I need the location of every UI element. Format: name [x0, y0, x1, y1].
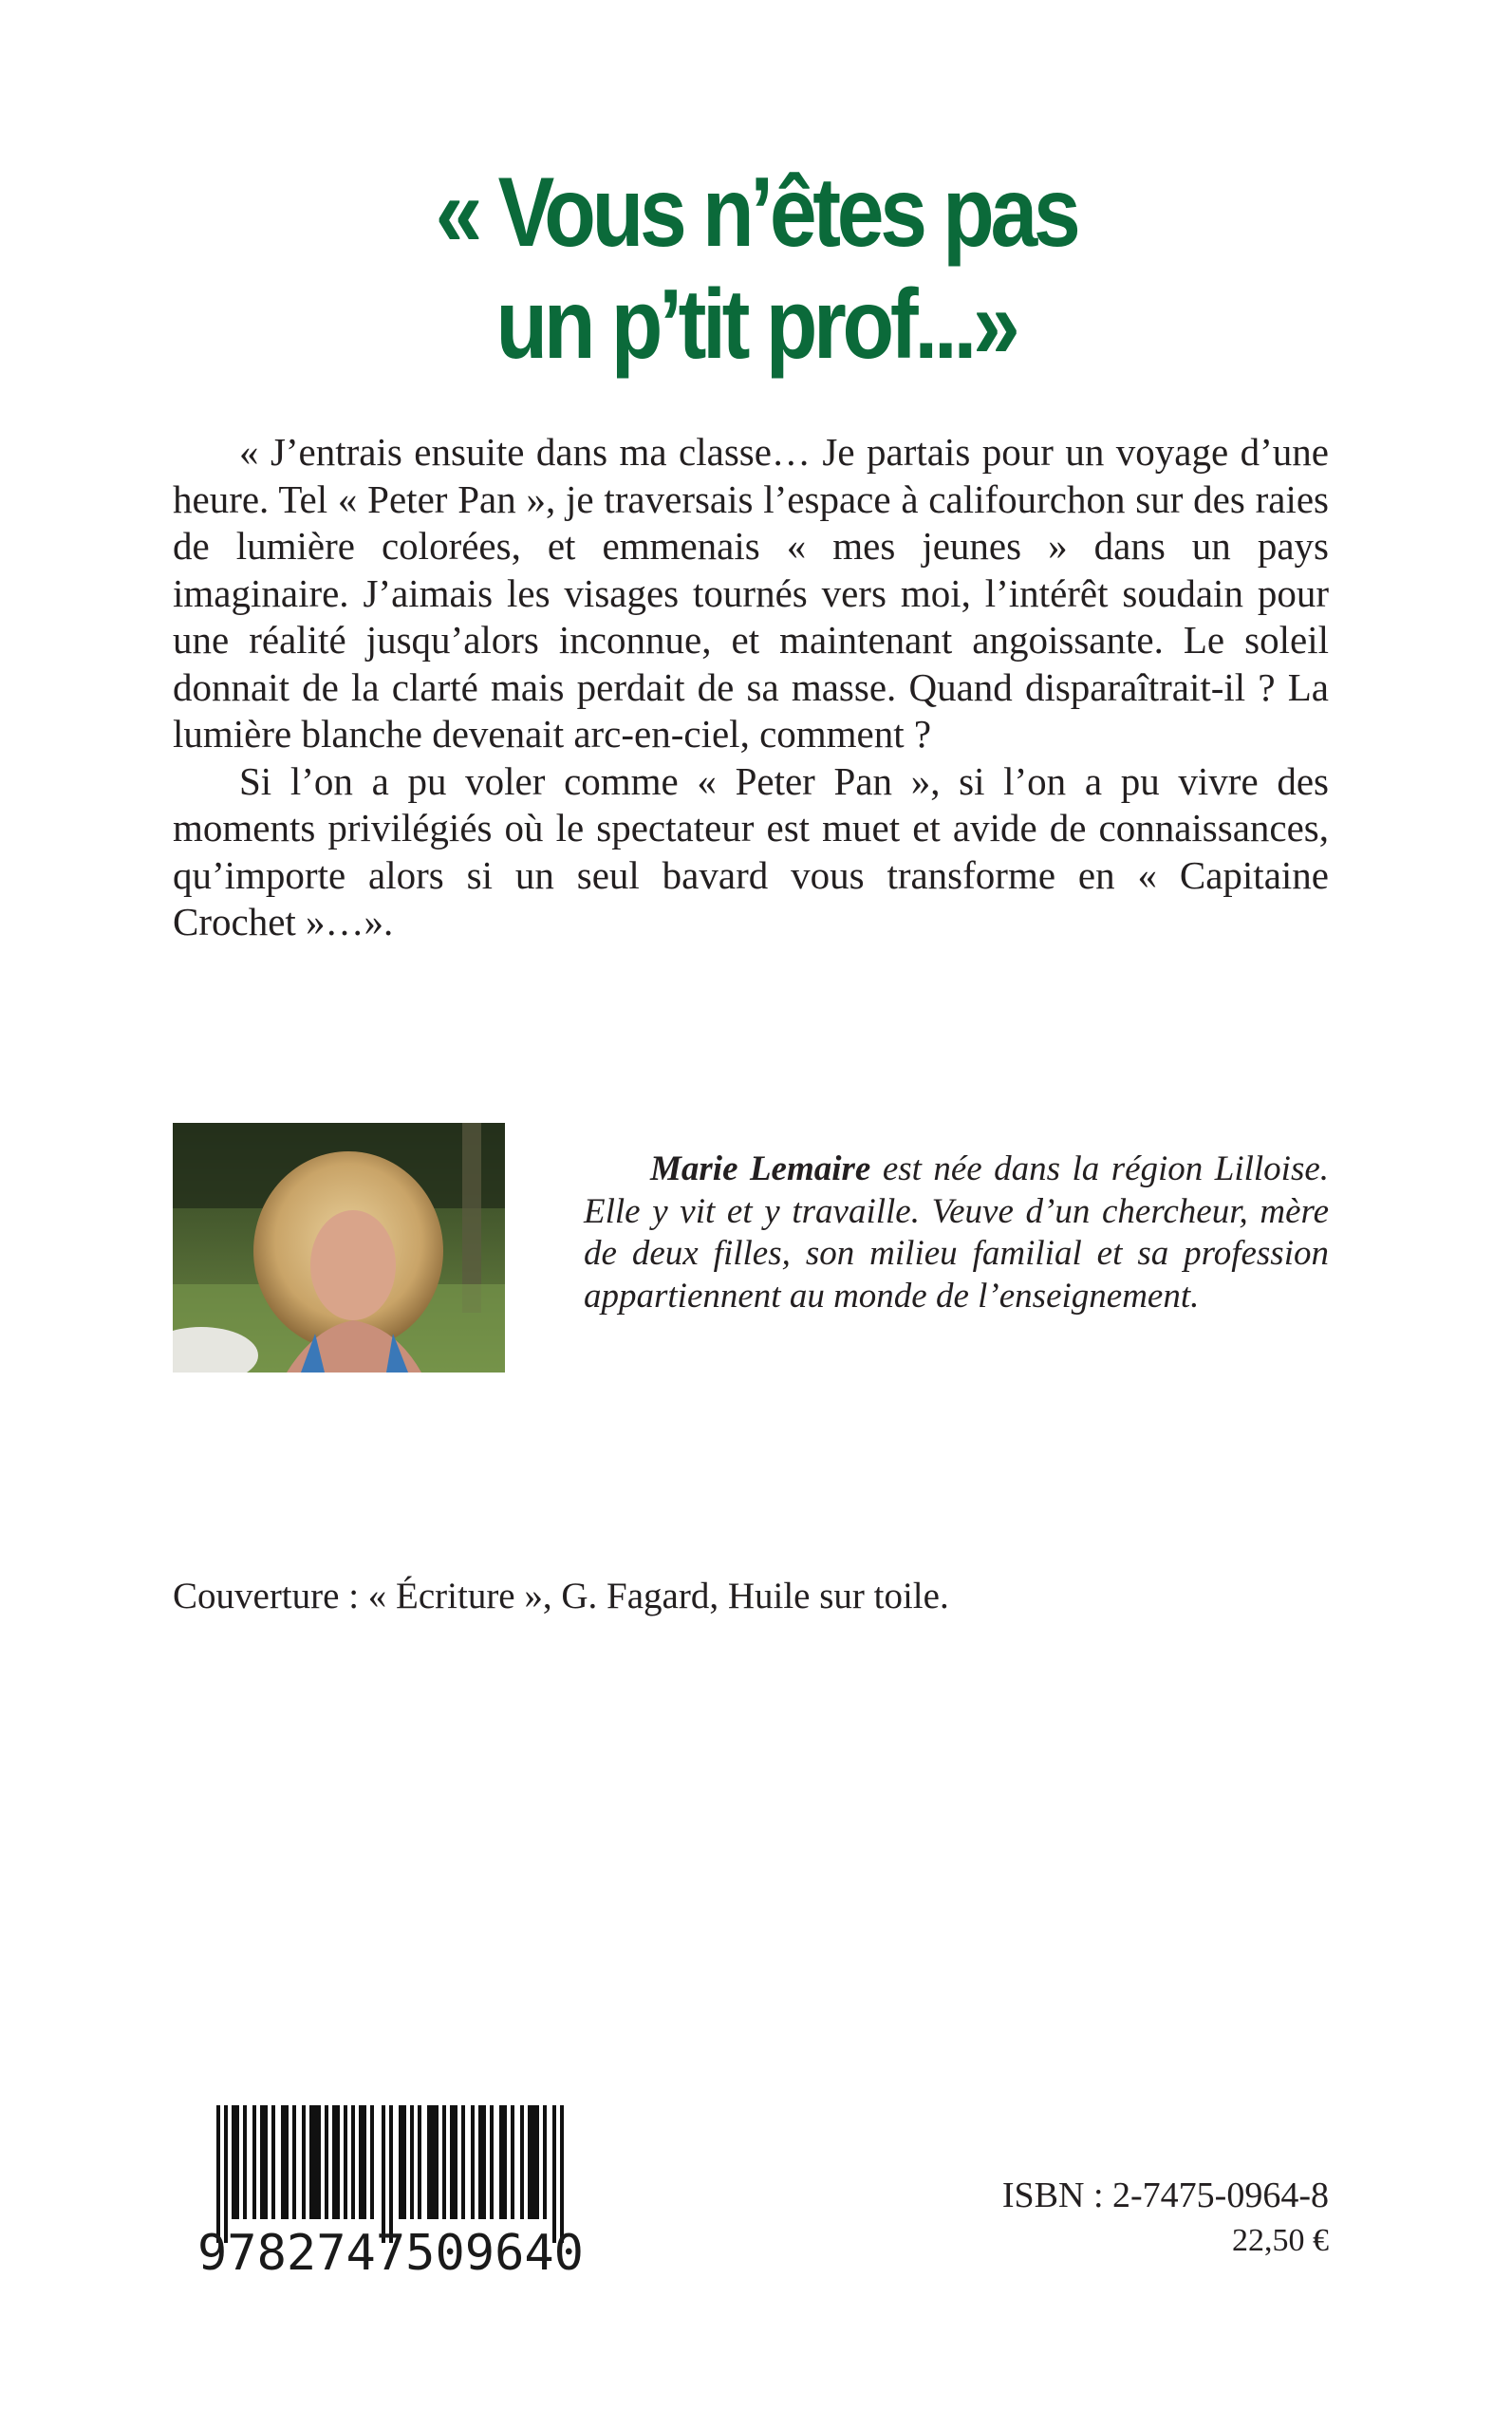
excerpt-paragraph-1: « J’entrais ensuite dans ma classe… Je partais pour un voyage d’une heure. Tel « Peter Pan », je traversais l’espace à califourchon sur des raies de lumière colorées, et emmenais « mes jeunes » dans un pays imaginaire. J’aimais les visages tournés vers moi, l’intérêt soudain pour une réalité jusqu’alors inconnue, et maintenant angoissante. Le soleil donnait de la clarté mais perdait de sa masse. Quand disparaîtrait-il ? La lumière blanche devenait arc-en-ciel, comment ?: [173, 430, 1329, 756]
barcode-number: 9782747509640: [197, 2225, 584, 2282]
price: 22,50 €: [1232, 2223, 1329, 2258]
author-name: Marie Lemaire: [650, 1149, 871, 1188]
book-title: [106, 157, 1407, 381]
author-photo: [173, 1123, 505, 1373]
title-line-1: « Vous n’êtes pas: [435, 158, 1077, 268]
barcode: [197, 2105, 591, 2243]
excerpt-paragraph-2: Si l’on a pu voler comme « Peter Pan », si l’on a pu vivre des moments privilégiés où le spectateur est muet et avide de connaissances, qu’importe alors si un seul bavard vous transforme en « Capitaine Crochet »…».: [173, 758, 1329, 943]
cover-credit: Couverture : « Écriture », G. Fagard, Huile sur toile.: [173, 1576, 949, 1616]
title-line-2: un p’tit prof...»: [495, 270, 1017, 380]
excerpt: [173, 429, 1329, 946]
author-bio-text: est née dans la région Lilloise. Elle y vit et y travaille. Veuve d’un chercheur, mère de deux filles, son milieu familial et sa profession appartiennent au monde de l’enseignement.: [584, 1149, 1330, 1316]
author-bio: [584, 1148, 1329, 1317]
isbn: ISBN : 2-7475-0964-8: [1001, 2176, 1329, 2215]
